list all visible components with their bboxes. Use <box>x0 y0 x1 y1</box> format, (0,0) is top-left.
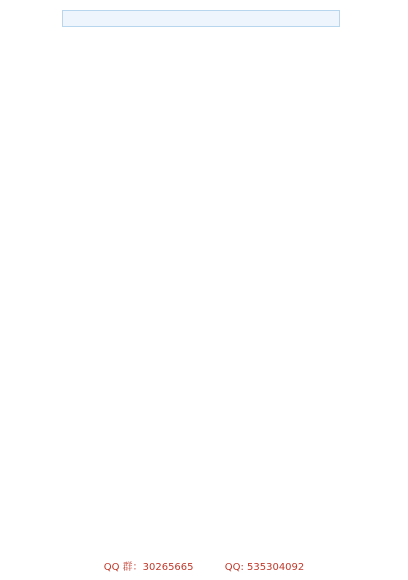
promo-banner <box>62 10 340 27</box>
document-body <box>58 128 354 538</box>
qq-group-number: QQ 群：30265665 <box>103 562 194 573</box>
contact-footer <box>0 558 408 576</box>
qq-number: QQ: 535304092 <box>224 562 305 573</box>
